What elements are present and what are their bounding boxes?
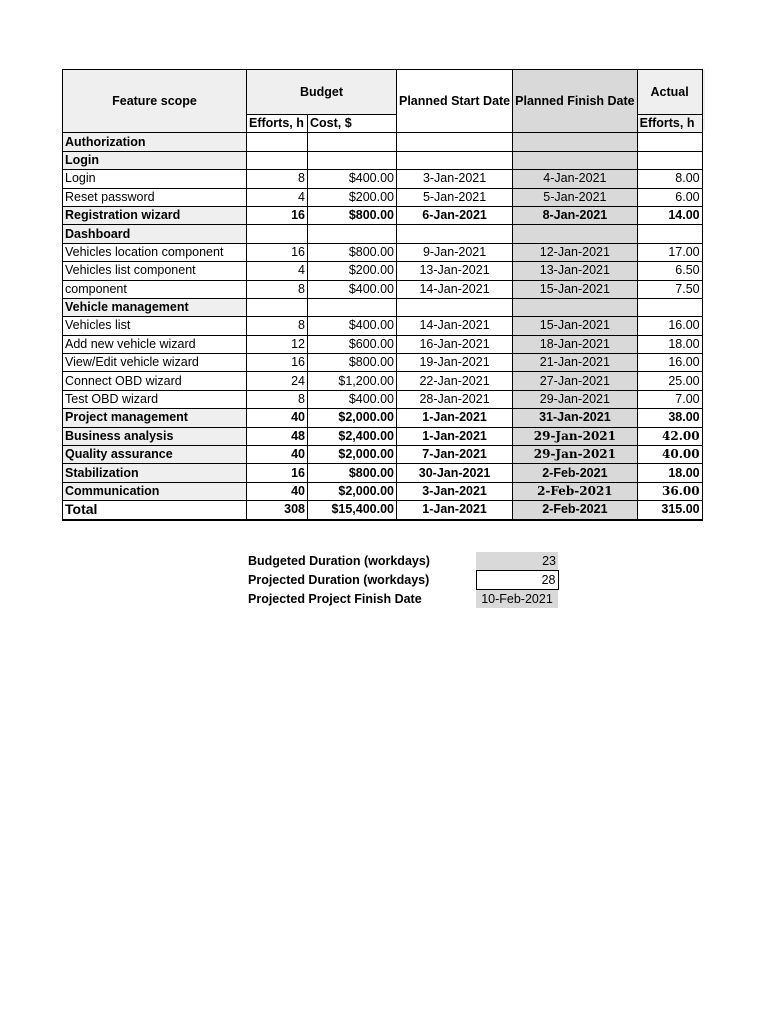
row-name: Dashboard — [63, 225, 247, 243]
table-row — [63, 280, 703, 298]
row-cost — [308, 298, 397, 316]
row-actual-efforts: 7.50 — [637, 280, 702, 298]
row-cost: $800.00 — [308, 464, 397, 482]
row-finish-date — [513, 151, 637, 169]
row-efforts: 48 — [247, 427, 308, 445]
row-cost: $2,000.00 — [308, 446, 397, 464]
row-start-date: 1-Jan-2021 — [397, 427, 513, 445]
row-efforts — [247, 151, 308, 169]
row-efforts: 16 — [247, 243, 308, 261]
summary-projected-row — [246, 571, 558, 590]
row-start-date — [397, 133, 513, 151]
section-row — [63, 225, 703, 243]
row-efforts: 24 — [247, 372, 308, 390]
row-finish-date: 31-Jan-2021 — [513, 409, 637, 427]
total-efforts: 308 — [247, 501, 308, 520]
section-row — [63, 133, 703, 151]
projected-duration-value[interactable]: 28 — [476, 571, 558, 590]
row-start-date: 14-Jan-2021 — [397, 280, 513, 298]
row-efforts: 8 — [247, 170, 308, 188]
row-efforts: 16 — [247, 354, 308, 372]
row-start-date: 22-Jan-2021 — [397, 372, 513, 390]
row-actual-efforts: 18.00 — [637, 464, 702, 482]
row-actual-efforts: 8.00 — [637, 170, 702, 188]
table-row — [63, 188, 703, 206]
row-cost: $800.00 — [308, 243, 397, 261]
row-efforts: 8 — [247, 390, 308, 408]
row-name: component — [63, 280, 247, 298]
row-finish-date: 13-Jan-2021 — [513, 262, 637, 280]
row-start-date: 3-Jan-2021 — [397, 170, 513, 188]
row-name: Connect OBD wizard — [63, 372, 247, 390]
row-cost: $2,000.00 — [308, 482, 397, 500]
row-finish-date: 29-Jan-2021 — [513, 427, 637, 445]
table-row — [63, 206, 703, 224]
row-finish-date: 12-Jan-2021 — [513, 243, 637, 261]
row-actual-efforts: 6.50 — [637, 262, 702, 280]
summary-finish-row — [246, 590, 558, 609]
row-finish-date: 8-Jan-2021 — [513, 206, 637, 224]
projected-finish-value: 10-Feb-2021 — [476, 590, 558, 609]
row-cost: $1,200.00 — [308, 372, 397, 390]
row-cost: $200.00 — [308, 262, 397, 280]
row-start-date — [397, 225, 513, 243]
header-budget: Budget — [247, 70, 397, 115]
row-actual-efforts: 42.00 — [637, 427, 702, 445]
row-actual-efforts: 25.00 — [637, 372, 702, 390]
table-row — [63, 390, 703, 408]
row-cost — [308, 225, 397, 243]
row-finish-date: 5-Jan-2021 — [513, 188, 637, 206]
row-name: Login — [63, 170, 247, 188]
row-name: Reset password — [63, 188, 247, 206]
section-row — [63, 151, 703, 169]
table-row — [63, 262, 703, 280]
row-name: Project management — [63, 409, 247, 427]
section-row — [63, 298, 703, 316]
row-name: Quality assurance — [63, 446, 247, 464]
row-finish-date: 4-Jan-2021 — [513, 170, 637, 188]
budget-table — [62, 69, 703, 521]
header-feature-scope: Feature scope — [63, 70, 247, 133]
row-start-date: 7-Jan-2021 — [397, 446, 513, 464]
table-row — [63, 354, 703, 372]
table-row — [63, 317, 703, 335]
row-actual-efforts: 36.00 — [637, 482, 702, 500]
row-name: Test OBD wizard — [63, 390, 247, 408]
row-name: Vehicle management — [63, 298, 247, 316]
row-cost — [308, 151, 397, 169]
row-finish-date — [513, 225, 637, 243]
row-efforts: 40 — [247, 409, 308, 427]
header-cost: Cost, $ — [308, 115, 397, 133]
row-cost: $600.00 — [308, 335, 397, 353]
row-name: View/Edit vehicle wizard — [63, 354, 247, 372]
row-cost: $400.00 — [308, 280, 397, 298]
row-name: Business analysis — [63, 427, 247, 445]
row-cost: $200.00 — [308, 188, 397, 206]
row-name: Authorization — [63, 133, 247, 151]
row-cost: $800.00 — [308, 206, 397, 224]
header-actual-efforts: Efforts, h — [637, 115, 702, 133]
row-finish-date: 29-Jan-2021 — [513, 390, 637, 408]
row-actual-efforts: 6.00 — [637, 188, 702, 206]
total-actual-efforts: 315.00 — [637, 501, 702, 520]
row-efforts — [247, 298, 308, 316]
row-name: Add new vehicle wizard — [63, 335, 247, 353]
row-start-date: 1-Jan-2021 — [397, 409, 513, 427]
row-finish-date: 2-Feb-2021 — [513, 482, 637, 500]
row-cost: $400.00 — [308, 170, 397, 188]
row-start-date — [397, 298, 513, 316]
total-row — [63, 501, 703, 520]
row-cost: $400.00 — [308, 317, 397, 335]
row-actual-efforts: 7.00 — [637, 390, 702, 408]
row-start-date: 9-Jan-2021 — [397, 243, 513, 261]
row-cost — [308, 133, 397, 151]
row-finish-date: 21-Jan-2021 — [513, 354, 637, 372]
table-row — [63, 335, 703, 353]
row-efforts: 40 — [247, 482, 308, 500]
row-name: Vehicles location component — [63, 243, 247, 261]
row-actual-efforts: 18.00 — [637, 335, 702, 353]
row-finish-date: 2-Feb-2021 — [513, 464, 637, 482]
row-actual-efforts — [637, 298, 702, 316]
row-actual-efforts — [637, 133, 702, 151]
row-start-date: 13-Jan-2021 — [397, 262, 513, 280]
row-start-date: 30-Jan-2021 — [397, 464, 513, 482]
row-actual-efforts: 38.00 — [637, 409, 702, 427]
total-name: Total — [63, 501, 247, 520]
row-finish-date — [513, 298, 637, 316]
row-efforts — [247, 225, 308, 243]
row-efforts — [247, 133, 308, 151]
row-efforts: 4 — [247, 188, 308, 206]
row-efforts: 12 — [247, 335, 308, 353]
row-finish-date: 15-Jan-2021 — [513, 317, 637, 335]
row-cost: $2,400.00 — [308, 427, 397, 445]
row-name: Stabilization — [63, 464, 247, 482]
header-planned-start: Planned Start Date — [397, 70, 513, 133]
row-cost: $400.00 — [308, 390, 397, 408]
table-row — [63, 464, 703, 482]
row-efforts: 16 — [247, 206, 308, 224]
table-row — [63, 170, 703, 188]
row-efforts: 4 — [247, 262, 308, 280]
projected-duration-label: Projected Duration (workdays) — [248, 573, 430, 587]
row-efforts: 16 — [247, 464, 308, 482]
row-actual-efforts — [637, 225, 702, 243]
row-name: Vehicles list component — [63, 262, 247, 280]
header-row-top — [63, 70, 703, 115]
total-finish-date: 2-Feb-2021 — [513, 501, 637, 520]
row-actual-efforts: 16.00 — [637, 317, 702, 335]
row-actual-efforts — [637, 151, 702, 169]
row-finish-date: 29-Jan-2021 — [513, 446, 637, 464]
table-row — [63, 446, 703, 464]
row-name: Login — [63, 151, 247, 169]
row-finish-date — [513, 133, 637, 151]
header-actual: Actual — [637, 70, 702, 115]
row-finish-date: 27-Jan-2021 — [513, 372, 637, 390]
row-name: Vehicles list — [63, 317, 247, 335]
row-start-date: 5-Jan-2021 — [397, 188, 513, 206]
row-start-date — [397, 151, 513, 169]
row-start-date: 6-Jan-2021 — [397, 206, 513, 224]
row-start-date: 16-Jan-2021 — [397, 335, 513, 353]
row-actual-efforts: 16.00 — [637, 354, 702, 372]
total-cost: $15,400.00 — [308, 501, 397, 520]
row-finish-date: 18-Jan-2021 — [513, 335, 637, 353]
header-planned-finish: Planned Finish Date — [513, 70, 637, 133]
row-finish-date: 15-Jan-2021 — [513, 280, 637, 298]
table-row — [63, 372, 703, 390]
budgeted-duration-label: Budgeted Duration (workdays) — [248, 554, 430, 569]
row-actual-efforts: 40.00 — [637, 446, 702, 464]
row-start-date: 3-Jan-2021 — [397, 482, 513, 500]
header-efforts: Efforts, h — [247, 115, 308, 133]
budgeted-duration-value: 23 — [476, 552, 558, 571]
row-cost: $800.00 — [308, 354, 397, 372]
row-start-date: 19-Jan-2021 — [397, 354, 513, 372]
row-start-date: 28-Jan-2021 — [397, 390, 513, 408]
row-name: Communication — [63, 482, 247, 500]
summary-block — [246, 552, 559, 608]
row-efforts: 8 — [247, 280, 308, 298]
row-cost: $2,000.00 — [308, 409, 397, 427]
projected-finish-label: Projected Project Finish Date — [248, 591, 422, 606]
summary-budgeted-row — [246, 552, 558, 571]
table-row — [63, 409, 703, 427]
row-efforts: 8 — [247, 317, 308, 335]
table-row — [63, 427, 703, 445]
table-row — [63, 482, 703, 500]
row-start-date: 14-Jan-2021 — [397, 317, 513, 335]
row-name: Registration wizard — [63, 206, 247, 224]
total-start-date: 1-Jan-2021 — [397, 501, 513, 520]
row-actual-efforts: 17.00 — [637, 243, 702, 261]
table-row — [63, 243, 703, 261]
row-actual-efforts: 14.00 — [637, 206, 702, 224]
row-efforts: 40 — [247, 446, 308, 464]
